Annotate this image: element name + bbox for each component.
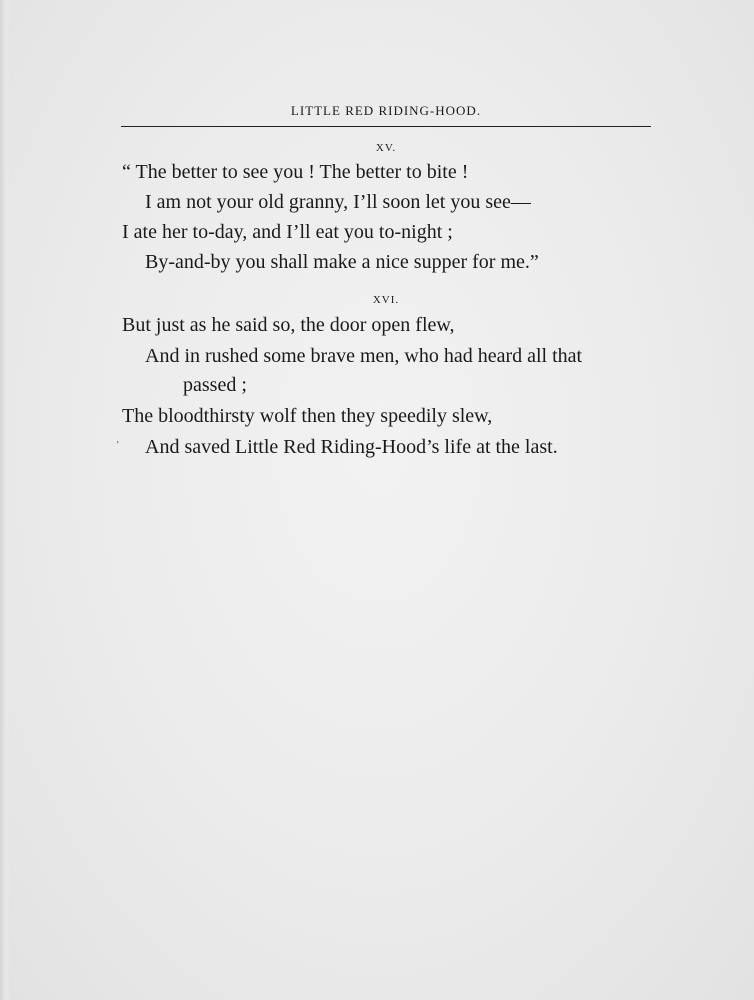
verse-line: And saved Little Red Riding-Hood’s life at the last. xyxy=(145,436,558,458)
verse-line: By-and-by you shall make a nice supper for me.” xyxy=(145,251,539,273)
stanza-number-xv: XV. xyxy=(375,142,397,154)
verse-line: “ The better to see you ! The better to bite ! xyxy=(122,161,469,183)
verse-line: But just as he said so, the door open flew, xyxy=(122,314,455,336)
verse-line: The bloodthirsty wolf then they speedily slew, xyxy=(122,405,493,427)
verse-line: And in rushed some brave men, who had heard all that xyxy=(145,345,583,367)
running-head: LITTLE RED RIDING-HOOD. xyxy=(290,103,482,118)
print-speck: ʼ xyxy=(116,440,120,451)
verse-line: I ate her to-day, and I’ll eat you to-night ; xyxy=(122,221,453,243)
page-edge-shadow xyxy=(0,0,10,1000)
verse-line: passed ; xyxy=(183,374,247,396)
header-rule xyxy=(121,126,651,127)
stanza-number-xvi: XVI. xyxy=(372,294,400,306)
verse-line: I am not your old granny, I’ll soon let you see— xyxy=(145,191,531,213)
